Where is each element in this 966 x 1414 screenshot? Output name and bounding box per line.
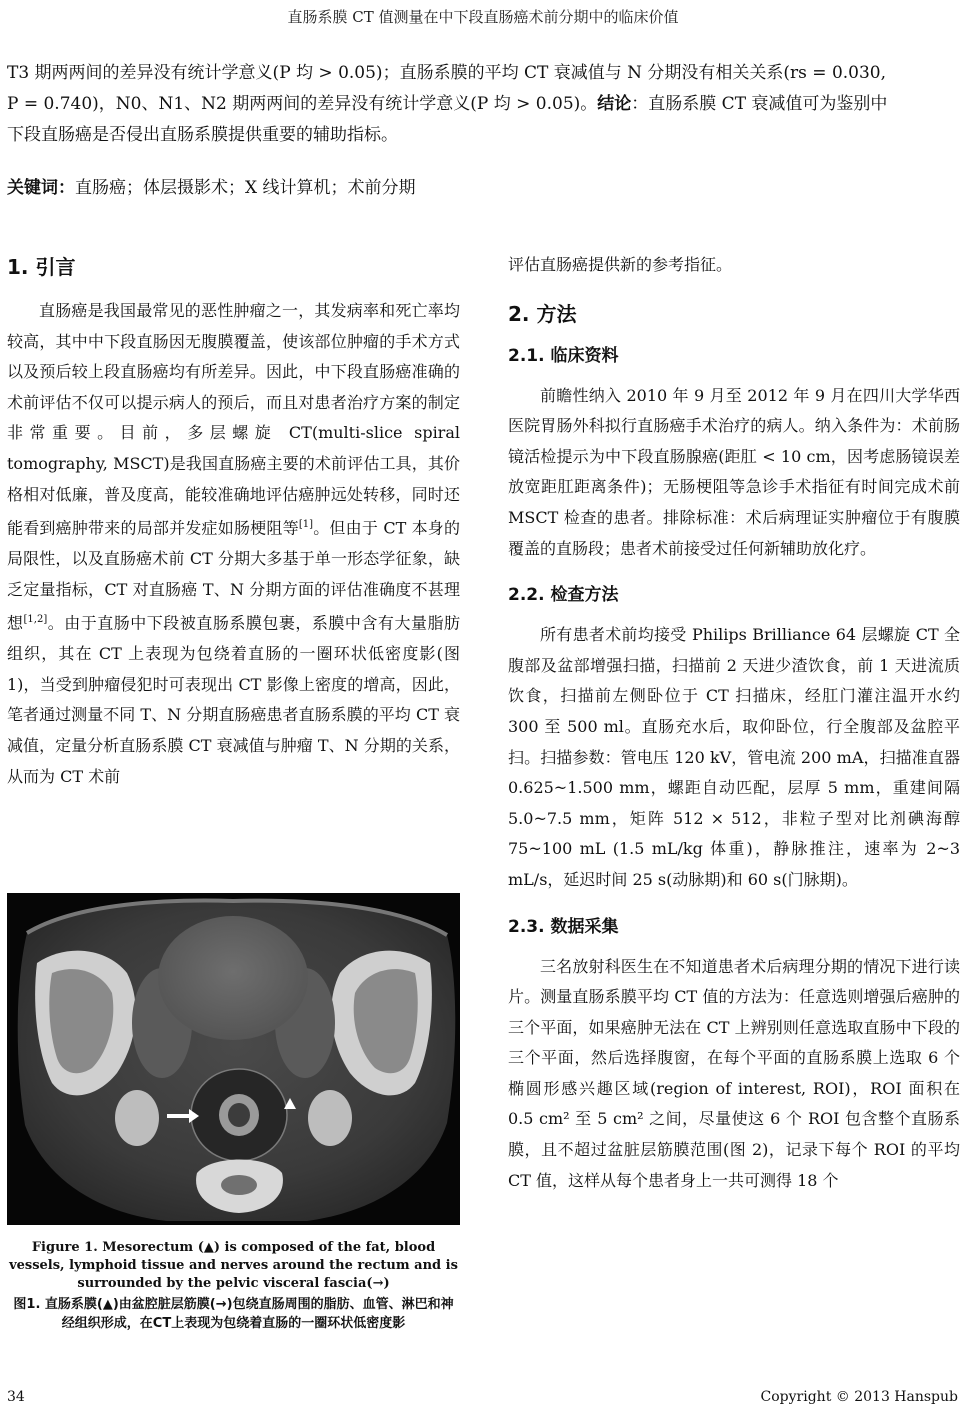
citation-1-2: [1,2]: [23, 614, 48, 626]
abstract-line-2b: ：直肠系膜 CT 衰减值可为鉴别中: [631, 94, 888, 114]
ct-scan-image: [7, 893, 460, 1225]
subsection-2-3-title: 2.3. 数据采集: [508, 916, 619, 937]
section-1-title: 1. 引言: [7, 255, 76, 279]
subsection-2-3-paragraph: 三名放射科医生在不知道患者术后病理分期的情况下进行读片。测量直肠系膜平均 CT 值的方法为：任意选则增强后癌肿的三个平面，如果癌肿无法在 CT 上辨别则任意选取直肠中下段的三个平面，然后选择腹窗，在每个平面的直肠系膜上选取 6 个椭圆形感兴趣区域(region of interest, ROI)，ROI 面积在 0.5 cm² 至 5 cm² 之间，尽量使这 6 个 ROI 包含整个直肠系膜，且不超过盆脏层筋膜范围(图 2)，记录下每个 ROI 的平均 CT 值，这样从每个患者身上一共可测得 18 个: [508, 956, 960, 1190]
left-column: [7, 250, 460, 792]
figure-1-caption-zh: 图1. 直肠系膜(▲)由盆腔脏层筋膜(→)包绕直肠周围的脂肪、血管、淋巴和神经组织形成，在CT上表现为包绕着直肠的一圈环状低密度影: [13, 1297, 454, 1331]
intro-text-b: 。但由于 CT 本身的局限性，以及直肠癌术前 CT 分期大多基于单一形态学征象，缺乏定量指标，CT 对直肠癌 T、N 分期方面的评估准确度不甚理想: [7, 518, 460, 633]
page-number: 34: [7, 1389, 25, 1405]
citation-1: [1]: [298, 519, 313, 531]
abstract-line-2: [7, 89, 959, 120]
subsection-2-2-title: 2.2. 检查方法: [508, 585, 619, 606]
figure-1-caption-en: Figure 1. Mesorectum (▲) is composed of the fat, blood vessels, lymphoid tissue and nerves around the rectum and is surrounded by the pelvic visceral fascia(→): [9, 1240, 458, 1291]
keywords: [7, 173, 959, 204]
abstract-line-3: 下段直肠癌是否侵出直肠系膜提供重要的辅助指标。: [7, 125, 398, 145]
abstract-tail: [7, 58, 959, 151]
section-1-paragraph: [7, 296, 460, 792]
subsection-2-2-paragraph: 所有患者术前均接受 Philips Brilliance 64 层螺旋 CT 全腹部及盆部增强扫描，扫描前 2 天进少渣饮食，前 1 天进流质饮食，扫描前左侧卧位于 CT 扫描床，经肛门灌注温开水约 300 至 500 ml。直肠充水后，取仰卧位，行全腹部及盆腔平扫。扫描参数：管电压 120 kV，管电流 200 mA，扫描准直器 0.625~1.500 mm，螺距自动匹配，层厚 5 mm，重建间隔 5.0~7.5 mm，矩阵 512 × 512，非粒子型对比剂碘海醇 75~100 mL (1.5 mL/kg 体重)，静脉推注，速率为 2~3 mL/s，延迟时间 25 s(动脉期)和 60 s(门脉期)。: [508, 625, 960, 889]
right-column: [508, 250, 960, 1196]
copyright-notice: Copyright © 2013 Hanspub: [760, 1389, 958, 1405]
abstract-line-2a: P = 0.740)，N0、N1、N2 期两两间的差异没有统计学意义(P 均 > 0.05)。: [7, 94, 598, 114]
running-header: 直肠系膜 CT 值测量在中下段直肠癌术前分期中的临床价值: [287, 8, 679, 26]
continued-text: 评估直肠癌提供新的参考指征。: [508, 255, 733, 274]
keywords-label: 关键词：: [7, 178, 75, 198]
intro-text-a: 直肠癌是我国最常见的恶性肿瘤之一，其发病率和死亡率均较高，其中中下段直肠因无腹膜覆盖，使该部位肿瘤的手术方式以及预后较上段直肠癌均有所差异。因此，中下段直肠癌准确的术前评估不仅可以提示病人的预后，而且对患者治疗方案的制定非常重要。目前，多层螺旋 CT(multi-slice spiral tomography, MSCT)是我国直肠癌主要的术前评估工具，其价格相对低廉，普及度高，能较准确地评估癌肿远处转移，同时还能看到癌肿带来的局部并发症如肠梗阻等: [7, 301, 460, 538]
figure-1: [7, 893, 460, 1333]
abstract-line-1: T3 期两两间的差异没有统计学意义(P 均 > 0.05)；直肠系膜的平均 CT 衰减值与 N 分期没有相关关系(rs = 0.030,: [7, 63, 887, 83]
section-2-title: 2. 方法: [508, 301, 577, 326]
intro-text-c: 。由于直肠中下段被直肠系膜包裹，系膜中含有大量脂肪组织，其在 CT 上表现为包绕着直肠的一圈环状低密度影(图 1)，当受到肿瘤侵犯时可表现出 CT 影像上密度的增高，因此，笔者通过测量不同 T、N 分期直肠癌患者直肠系膜的平均 CT 衰减值，定量分析直肠系膜 CT 衰减值与肿瘤 T、N 分期的关系，从而为 CT 术前: [7, 613, 460, 786]
subsection-2-1-paragraph: 前瞻性纳入 2010 年 9 月至 2012 年 9 月在四川大学华西医院胃肠外科拟行直肠癌手术治疗的病人。纳入条件为：术前肠镜活检提示为中下段直肠腺癌(距肛 < 10 cm，因考虑肠镜误差放宽距肛距离条件)；无肠梗阻等急诊手术指征有时间完成术前 MSCT 检查的患者。排除标准：术后病理证实肿瘤位于有腹膜覆盖的直肠段；患者术前接受过任何新辅助放化疗。: [508, 385, 960, 558]
keywords-text: 直肠癌；体层摄影术；X 线计算机；术前分期: [75, 178, 416, 198]
subsection-2-1-title: 2.1. 临床资料: [508, 345, 619, 366]
conclusion-label: 结论: [597, 94, 632, 114]
